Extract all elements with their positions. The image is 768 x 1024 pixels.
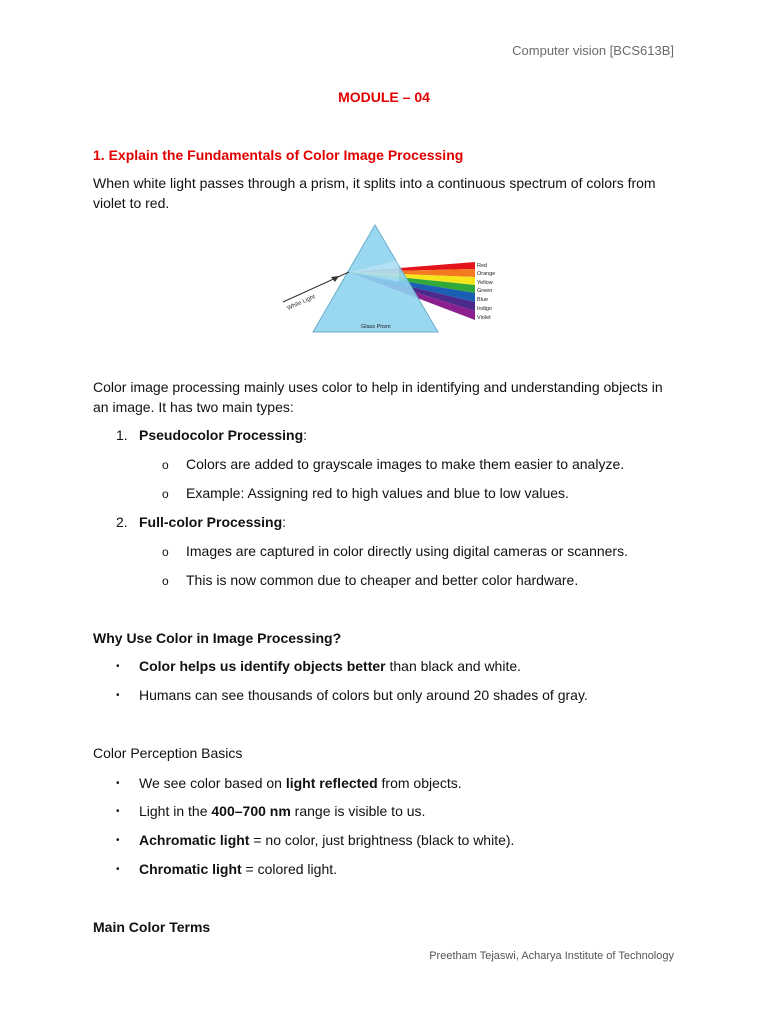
spectrum-label-violet: Violet [477, 315, 491, 321]
bullet-marker: • [116, 690, 120, 701]
bullet-marker: • [116, 835, 120, 846]
sub-item: Colors are added to grayscale images to make them easier to analyze. [186, 456, 625, 472]
bullet-post: = colored light. [241, 861, 338, 877]
spectrum-label-yellow: Yellow [477, 280, 493, 286]
bullet-item [139, 803, 425, 819]
sub-bullet-marker: o [162, 574, 169, 588]
spectrum-label-orange: Orange [477, 271, 496, 277]
page-header: Computer vision [BCS613B] [512, 43, 674, 58]
bullet-marker: • [116, 661, 120, 672]
list-item [139, 514, 286, 530]
bullet-bold: light reflected [285, 775, 378, 791]
bullet-item [139, 861, 337, 877]
item-suffix: : [282, 514, 287, 530]
terms-heading: Main Color Terms [93, 919, 211, 935]
bullet-post: from objects. [377, 775, 462, 791]
bullet-bold: Color helps us identify objects better [139, 658, 386, 674]
intro-paragraph: When white light passes through a prism, it splits into a continuous spectrum of colors from violet to red. [93, 175, 656, 211]
bullet-item [139, 658, 521, 674]
question-title: 1. Explain the Fundamentals of Color Image Processing [93, 147, 464, 163]
glass-prism-label: Glass Prism [361, 324, 391, 330]
module-title: MODULE – 04 [338, 89, 430, 105]
bullet-pre: We see color based on [139, 775, 286, 791]
bullet-item: Humans can see thousands of colors but only around 20 shades of gray. [139, 687, 588, 703]
list-item [139, 427, 307, 443]
bullet-marker: • [116, 778, 120, 789]
bullet-pre: Light in the [139, 803, 212, 819]
spectrum-label-blue: Blue [477, 297, 489, 303]
item-suffix: : [303, 427, 308, 443]
list-number: 1. [116, 427, 128, 443]
bullet-marker: • [116, 806, 120, 817]
white-light-label: White Light [286, 294, 317, 312]
list-number: 2. [116, 514, 128, 530]
bullet-post: = no color, just brightness (black to white). [249, 832, 515, 848]
sub-item: This is now common due to cheaper and better color hardware. [186, 572, 579, 588]
ray-arrow-icon [331, 276, 339, 282]
sub-bullet-marker: o [162, 545, 169, 559]
item-title: Pseudocolor Processing [139, 427, 304, 443]
prism-figure [263, 222, 503, 340]
sub-bullet-marker: o [162, 487, 169, 501]
spectrum-label-green: Green [477, 288, 493, 294]
why-heading: Why Use Color in Image Processing? [93, 630, 342, 646]
bullet-item [139, 775, 462, 791]
bullet-bold: 400–700 nm [211, 803, 291, 819]
perception-heading: Color Perception Basics [93, 745, 243, 761]
bullet-bold: Chromatic light [139, 861, 242, 877]
types-intro-paragraph: Color image processing mainly uses color to help in identifying and understanding objects in an image. It has two main types: [93, 379, 663, 415]
bullet-rest: than black and white. [385, 658, 522, 674]
spectrum-label-indigo: Indigo [477, 306, 492, 312]
sub-bullet-marker: o [162, 458, 169, 472]
spectrum-label-red: Red [477, 263, 488, 269]
item-title: Full-color Processing [139, 514, 283, 530]
bullet-marker: • [116, 864, 120, 875]
sub-item: Images are captured in color directly using digital cameras or scanners. [186, 543, 628, 559]
bullet-item [139, 832, 514, 848]
bullet-bold: Achromatic light [139, 832, 250, 848]
sub-item: Example: Assigning red to high values and blue to low values. [186, 485, 569, 501]
bullet-post: range is visible to us. [290, 803, 426, 819]
page-footer: Preetham Tejaswi, Acharya Institute of Technology [429, 950, 674, 962]
